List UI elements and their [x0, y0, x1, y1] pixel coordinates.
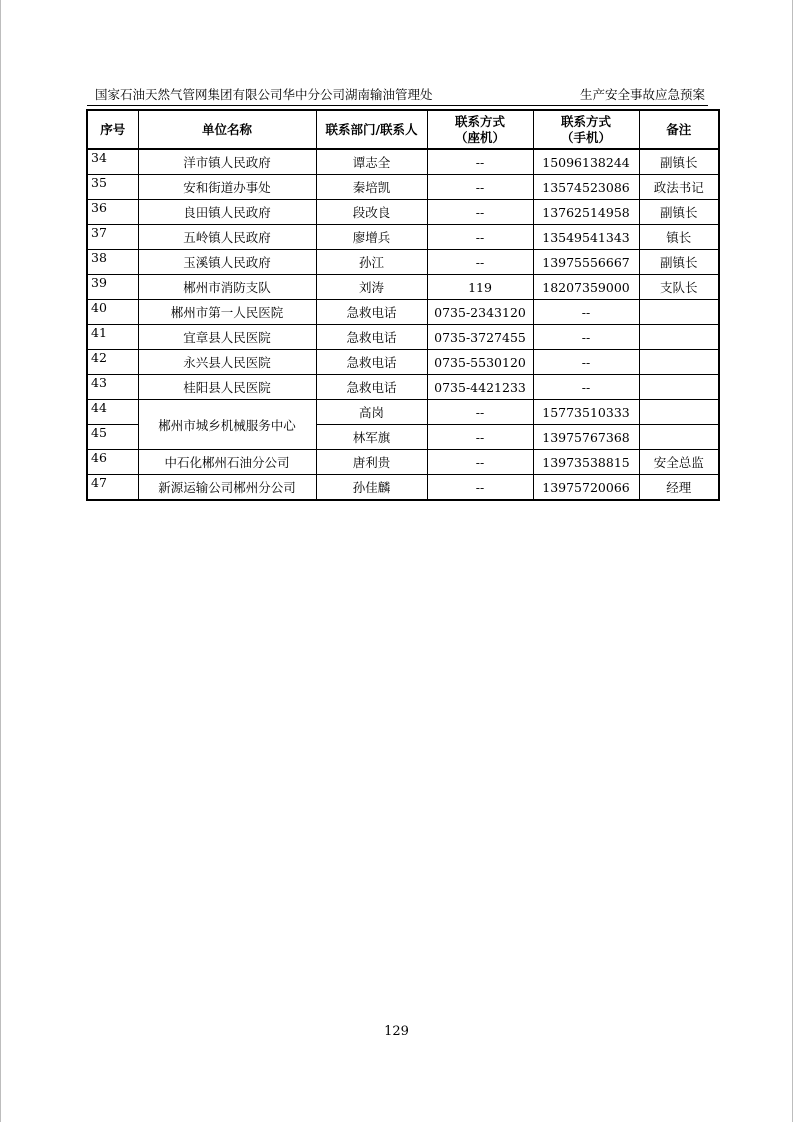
cell-unit: 宜章县人民医院	[138, 325, 316, 350]
cell-contact: 唐利贵	[316, 450, 427, 475]
header-organization: 国家石油天然气管网集团有限公司华中分公司湖南输油管理处	[95, 87, 433, 102]
cell-contact: 急救电话	[316, 325, 427, 350]
table-row	[87, 175, 719, 200]
table-row	[87, 275, 719, 300]
table-row	[87, 475, 719, 501]
cell-mobile: 15096138244	[533, 149, 639, 175]
cell-unit: 良田镇人民政府	[138, 200, 316, 225]
cell-note: 经理	[639, 475, 719, 501]
table-row	[87, 200, 719, 225]
cell-seq: 37	[87, 225, 138, 250]
cell-unit: 郴州市第一人民医院	[138, 300, 316, 325]
cell-contact: 林军旗	[316, 425, 427, 450]
cell-note	[639, 400, 719, 425]
table-row	[87, 149, 719, 175]
table-row	[87, 250, 719, 275]
cell-unit: 桂阳县人民医院	[138, 375, 316, 400]
table-row	[87, 300, 719, 325]
cell-mobile: --	[533, 325, 639, 350]
cell-mobile: --	[533, 375, 639, 400]
cell-note: 镇长	[639, 225, 719, 250]
cell-note	[639, 375, 719, 400]
column-header-seq: 序号	[87, 110, 138, 149]
cell-note: 政法书记	[639, 175, 719, 200]
cell-unit: 玉溪镇人民政府	[138, 250, 316, 275]
cell-mobile: 13762514958	[533, 200, 639, 225]
cell-contact: 急救电话	[316, 375, 427, 400]
column-header-contact: 联系部门/联系人	[316, 110, 427, 149]
cell-unit: 永兴县人民医院	[138, 350, 316, 375]
page-number: 129	[384, 1024, 409, 1039]
cell-landline: --	[427, 425, 533, 450]
cell-landline: --	[427, 250, 533, 275]
cell-contact: 高岗	[316, 400, 427, 425]
table-row	[87, 375, 719, 400]
cell-note: 副镇长	[639, 200, 719, 225]
cell-note	[639, 300, 719, 325]
cell-unit-merged: 郴州市城乡机械服务中心	[138, 400, 316, 450]
cell-seq: 46	[87, 450, 138, 475]
cell-mobile: --	[533, 300, 639, 325]
cell-seq: 34	[87, 149, 138, 175]
column-header-note: 备注	[639, 110, 719, 149]
table-row	[87, 450, 719, 475]
cell-seq: 41	[87, 325, 138, 350]
cell-mobile: 13574523086	[533, 175, 639, 200]
cell-contact: 急救电话	[316, 300, 427, 325]
cell-landline: --	[427, 149, 533, 175]
cell-unit: 郴州市消防支队	[138, 275, 316, 300]
cell-seq: 35	[87, 175, 138, 200]
cell-landline: 0735-4421233	[427, 375, 533, 400]
cell-unit: 五岭镇人民政府	[138, 225, 316, 250]
cell-note: 支队长	[639, 275, 719, 300]
cell-landline: --	[427, 475, 533, 501]
cell-mobile: 13975556667	[533, 250, 639, 275]
column-header-mobile: 联系方式（手机）	[533, 110, 639, 149]
cell-contact: 秦培凯	[316, 175, 427, 200]
cell-landline: 0735-5530120	[427, 350, 533, 375]
header-document-title: 生产安全事故应急预案	[579, 87, 705, 102]
cell-contact: 急救电话	[316, 350, 427, 375]
page-header	[87, 87, 708, 106]
cell-seq: 45	[87, 425, 138, 450]
cell-note: 副镇长	[639, 250, 719, 275]
cell-landline: --	[427, 175, 533, 200]
cell-contact: 谭志全	[316, 149, 427, 175]
cell-landline: 0735-2343120	[427, 300, 533, 325]
cell-seq: 36	[87, 200, 138, 225]
cell-seq: 42	[87, 350, 138, 375]
cell-unit: 中石化郴州石油分公司	[138, 450, 316, 475]
cell-mobile: 18207359000	[533, 275, 639, 300]
cell-landline: --	[427, 400, 533, 425]
emergency-contacts-table	[86, 109, 720, 501]
cell-note: 副镇长	[639, 149, 719, 175]
cell-contact: 段改良	[316, 200, 427, 225]
table-row	[87, 350, 719, 375]
cell-landline: --	[427, 225, 533, 250]
cell-mobile: 13975720066	[533, 475, 639, 501]
cell-seq: 47	[87, 475, 138, 501]
cell-mobile: --	[533, 350, 639, 375]
cell-mobile: 13973538815	[533, 450, 639, 475]
table-row	[87, 325, 719, 350]
cell-unit: 安和街道办事处	[138, 175, 316, 200]
column-header-landline: 联系方式（座机）	[427, 110, 533, 149]
cell-note: 安全总监	[639, 450, 719, 475]
cell-landline: 0735-3727455	[427, 325, 533, 350]
cell-unit: 洋市镇人民政府	[138, 149, 316, 175]
cell-seq: 44	[87, 400, 138, 425]
table-header-row	[87, 110, 719, 149]
cell-note	[639, 425, 719, 450]
cell-seq: 40	[87, 300, 138, 325]
cell-contact: 孙佳麟	[316, 475, 427, 501]
column-header-unit: 单位名称	[138, 110, 316, 149]
cell-landline: 119	[427, 275, 533, 300]
cell-landline: --	[427, 450, 533, 475]
cell-seq: 39	[87, 275, 138, 300]
cell-unit: 新源运输公司郴州分公司	[138, 475, 316, 501]
table-row	[87, 400, 719, 425]
cell-seq: 38	[87, 250, 138, 275]
cell-contact: 廖增兵	[316, 225, 427, 250]
cell-note	[639, 325, 719, 350]
table-row	[87, 225, 719, 250]
cell-mobile: 13975767368	[533, 425, 639, 450]
cell-landline: --	[427, 200, 533, 225]
cell-note	[639, 350, 719, 375]
cell-contact: 刘涛	[316, 275, 427, 300]
cell-seq: 43	[87, 375, 138, 400]
page-edge-left	[0, 0, 1, 1122]
cell-mobile: 13549541343	[533, 225, 639, 250]
cell-contact: 孙江	[316, 250, 427, 275]
cell-mobile: 15773510333	[533, 400, 639, 425]
